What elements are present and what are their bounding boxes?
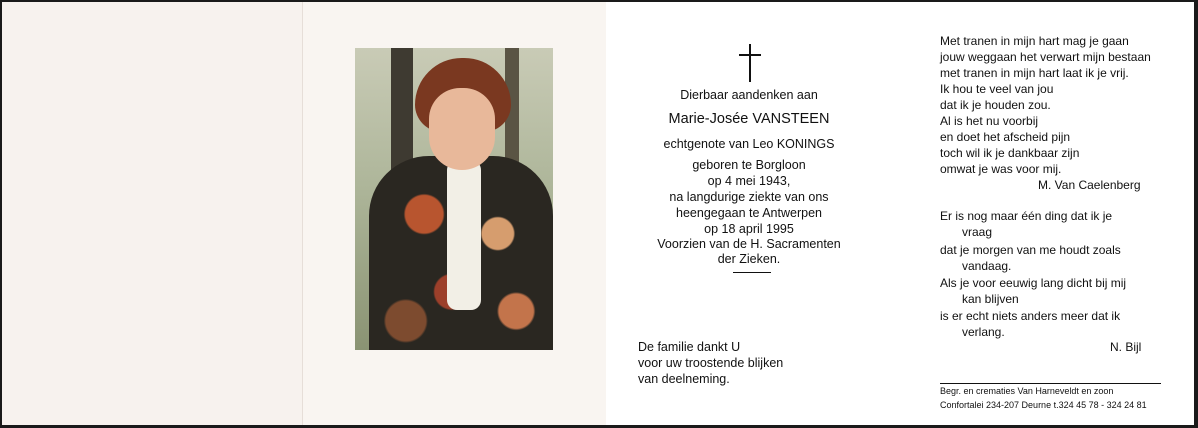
printer-divider [940,383,1161,384]
divider [733,272,771,273]
deceased-name: Marie-Josée VANSTEEN [668,111,830,127]
poem2-line: is er echt niets anders meer dat ik [940,309,1121,323]
poem2-line: vandaag. [962,259,1012,273]
poem2-line: Als je voor eeuwig lang dicht bij mij [940,276,1127,290]
photo-panel [302,2,607,425]
poem1-line: jouw weggaan het verwart mijn bestaan [940,50,1151,64]
printer-line-2: Confortalei 234-207 Deurne t.324 45 78 - 324 24 81 [940,400,1147,410]
poem1-line: toch wil ik je dankbaar zijn [940,146,1080,160]
thanks-line-1: De familie dankt U [638,340,741,354]
spouse-text: echtgenote van Leo KONINGS [663,137,835,151]
sacraments-line-2: der Zieken. [717,252,781,266]
thanks-line-3: van deelneming. [638,372,730,386]
poem1-line: en doet het afscheid pijn [940,130,1071,144]
printer-line-1: Begr. en crematies Van Harneveldt en zoon [940,386,1114,396]
memorial-card-scan [2,2,1194,425]
cross-icon [739,44,761,82]
poem1-line: Ik hou te veel van jou [940,82,1054,96]
poem1-line: Al is het nu voorbij [940,114,1039,128]
sacraments-line-1: Voorzien van de H. Sacramenten [657,237,841,251]
poem2-line: dat je morgen van me houdt zoals [940,243,1121,257]
blank-panel [2,2,302,425]
poem1-author: M. Van Caelenberg [1038,178,1141,192]
died-place: heengegaan te Antwerpen [676,206,822,220]
poem-panel [892,2,1194,425]
poem1-line: Met tranen in mijn hart mag je gaan [940,34,1129,48]
poem2-author: N. Bijl [1110,340,1142,354]
in-memory-text: Dierbaar aandenken aan [680,88,818,102]
thanks-line-2: voor uw troostende blijken [638,356,784,370]
died-date: op 18 april 1995 [704,222,794,236]
illness-text: na langdurige ziekte van ons [669,190,829,204]
poem2-line: Er is nog maar één ding dat ik je [940,209,1113,223]
memorial-text-panel [606,2,892,425]
poem1-line: omwat je was voor mij. [940,162,1062,176]
born-date: op 4 mei 1943, [707,174,791,188]
poem1-line: dat ik je houden zou. [940,98,1051,112]
poem2-line: vraag [962,225,993,239]
portrait-photo [355,48,553,350]
poem1-line: met tranen in mijn hart laat ik je vrij. [940,66,1129,80]
born-place: geboren te Borgloon [692,158,806,172]
poem2-line: kan blijven [962,292,1019,306]
poem2-line: verlang. [962,325,1005,339]
